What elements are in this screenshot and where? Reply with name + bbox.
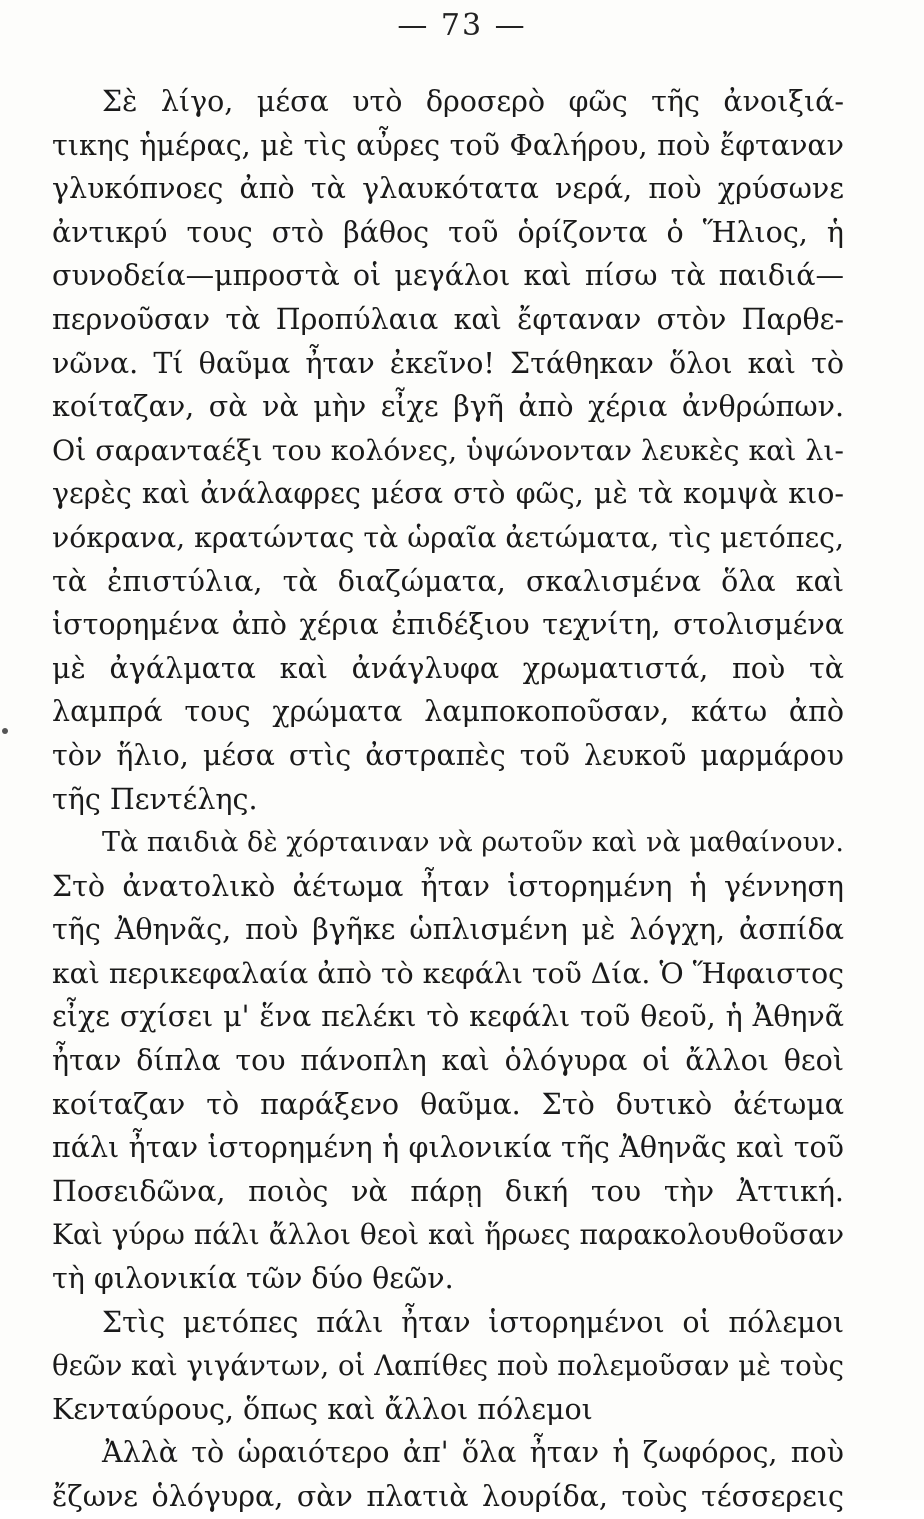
text-line: τικης ἡμέρας, μὲ τὶς αὖρες τοῦ Φαλήρου, ποὺ ἔφταναν	[52, 128, 844, 162]
text-line: λαμπρά τους χρώματα λαμποκοποῦσαν, κάτω ἀπὸ	[52, 695, 844, 729]
text-line: Σὲ λίγο, μέσα υτὸ δροσερὸ φῶς τῆς ἀνοιξιά-	[102, 85, 844, 118]
text-line: Τὰ παιδιὰ δὲ χόρταιναν νὰ ρωτοῦν καὶ νὰ μαθαίνουν.	[102, 827, 844, 859]
text-line: τὰ ἐπιστύλια, τὰ διαζώματα, σκαλισμένα ὅλα καὶ	[52, 564, 844, 598]
text-line: Καὶ γύρω πάλι ἄλλοι θεοὶ καὶ ἥρωες παρακολουθοῦσαν	[52, 1218, 844, 1252]
text-line: ἦταν δίπλα του πάνοπλη καὶ ὁλόγυρα οἱ ἄλλοι θεοὶ	[52, 1044, 844, 1078]
text-line: γλυκόπνοες ἀπὸ τὰ γλαυκότατα νερά, ποὺ χρύσωνε	[52, 172, 844, 206]
text-line: καὶ περικεφαλαία ἀπὸ τὸ κεφάλι τοῦ Δία. Ὁ Ἥφαιστος	[52, 956, 844, 990]
text-line: Κενταύρους, ὅπως καὶ ἄλλοι πόλεμοι	[52, 1392, 593, 1426]
text-line: πάλι ἦταν ἱστορημένη ἡ φιλονικία τῆς Ἀθηνᾶς καὶ τοῦ	[52, 1131, 844, 1165]
scan-speck	[2, 728, 8, 734]
text-line: τὸν ἥλιο, μέσα στὶς ἀστραπὲς τοῦ λευκοῦ μαρμάρου	[52, 738, 844, 772]
text-line: συνοδεία—μπροστὰ οἱ μεγάλοι καὶ πίσω τὰ παιδιά—	[52, 259, 844, 293]
text-line: ἀντικρύ τους στὸ βάθος τοῦ ὁρίζοντα ὁ Ἥλιος, ἡ	[52, 215, 844, 249]
text-line: Ἀλλὰ τὸ ὡραιότερο ἀπ' ὅλα ἦταν ἡ ζωφόρος, ποὺ	[102, 1436, 844, 1470]
text-line: θεῶν καὶ γιγάντων, οἱ Λαπίθες ποὺ πολεμοῦσαν μὲ τοὺς	[52, 1349, 844, 1383]
text-line: νῶνα. Τί θαῦμα ἦταν ἐκεῖνο! Στάθηκαν ὅλοι καὶ τὸ	[52, 346, 844, 380]
text-line: μὲ ἀγάλματα καὶ ἀνάγλυφα χρωματιστά, ποὺ τὰ	[52, 651, 844, 685]
text-line: εἶχε σχίσει μ' ἕνα πελέκι τὸ κεφάλι τοῦ θεοῦ, ἡ Ἀθηνᾶ	[52, 1000, 844, 1034]
text-line: Στὶς μετόπες πάλι ἦταν ἱστορημένοι οἱ πόλεμοι	[102, 1305, 844, 1339]
text-line: κοίταζαν, σὰ νὰ μὴν εἶχε βγῆ ἀπὸ χέρια ἀνθρώπων.	[52, 390, 844, 424]
body-text	[52, 80, 844, 1519]
text-line: περνοῦσαν τὰ Προπύλαια καὶ ἔφταναν στὸν Παρθε-	[52, 302, 844, 336]
text-line: ἔζωνε ὁλόγυρα, σὰν πλατιὰ λουρίδα, τοὺς τέσσερεις	[52, 1480, 844, 1513]
text-line: Ποσειδῶνα, ποιὸς νὰ πάρῃ δική του τὴν Ἀττική.	[52, 1174, 844, 1208]
text-line: ἱστορημένα ἀπὸ χέρια ἐπιδέξιου τεχνίτη, στολισμένα	[52, 608, 844, 642]
text-line: Στὸ ἀνατολικὸ ἀέτωμα ἦταν ἱστορημένη ἡ γέννηση	[52, 869, 844, 903]
text-line: Οἱ σαρανταέξι του κολόνες, ὑψώνονταν λευκὲς καὶ λι-	[52, 433, 844, 467]
text-line: τῆς Ἀθηνᾶς, ποὺ βγῆκε ὡπλισμένη μὲ λόγχη, ἀσπίδα	[52, 913, 844, 947]
text-line: τῆς Πεντέλης.	[52, 782, 258, 816]
text-line: τὴ φιλονικία τῶν δύο θεῶν.	[52, 1262, 454, 1296]
text-line: γερὲς καὶ ἀνάλαφρες μέσα στὸ φῶς, μὲ τὰ κομψὰ κιο-	[52, 477, 844, 511]
page-number: — 73 —	[397, 8, 527, 43]
text-line: κοίταζαν τὸ παράξενο θαῦμα. Στὸ δυτικὸ ἀέτωμα	[52, 1087, 844, 1121]
text-line: νόκρανα, κρατώντας τὰ ὡραῖα ἀετώματα, τὶς μετόπες,	[52, 520, 844, 554]
